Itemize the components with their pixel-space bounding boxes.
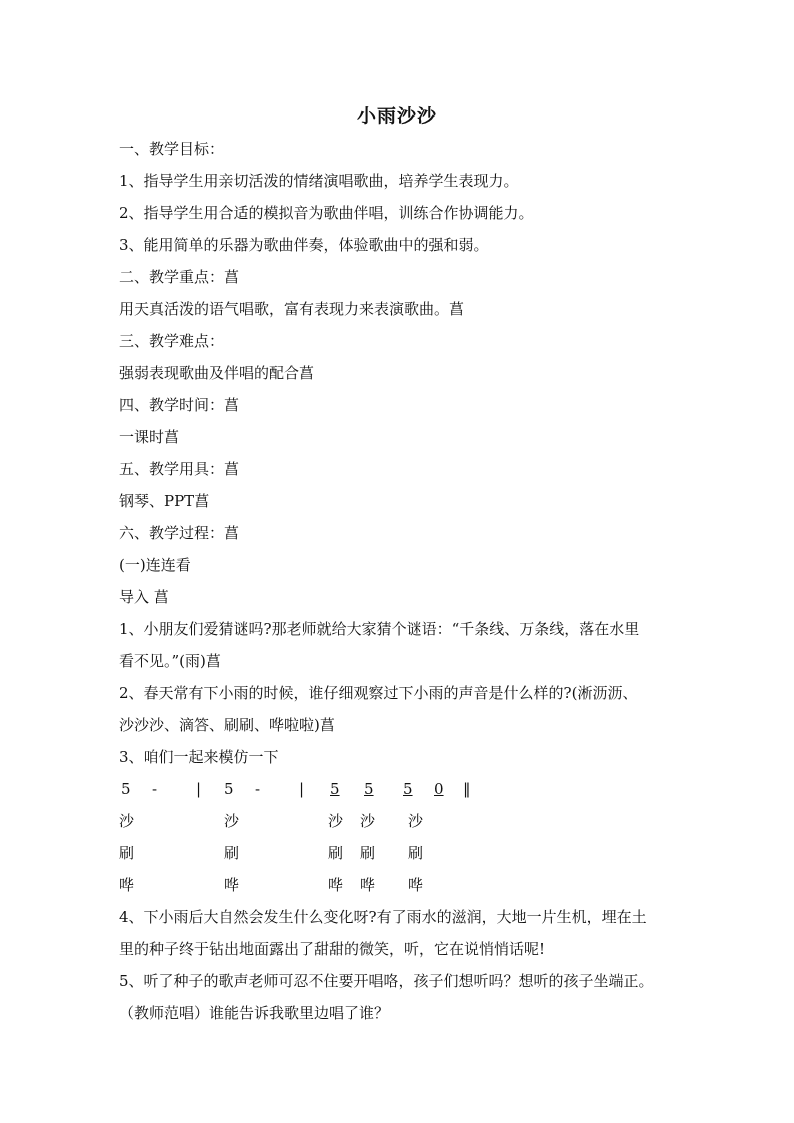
note-1: 5 (121, 780, 131, 798)
lyric-cell: 沙 (408, 812, 424, 830)
step-1-line-2: 看不见。”(雨)菖 (119, 652, 221, 670)
note-4: 5 (364, 780, 374, 798)
goal-item-2: 2、指导学生用合适的模拟音为歌曲伴唱，训练合作协调能力。 (119, 204, 534, 222)
lyric-cell: 刷 (408, 844, 424, 862)
section-heading-key-points: 二、教学重点：菖 (119, 268, 240, 286)
lyric-cell: 沙 (224, 812, 240, 830)
lyric-cell: 哗 (408, 876, 424, 894)
lyric-cell: 刷 (119, 844, 135, 862)
end-barline: ‖ (463, 780, 471, 798)
note-5: 5 (403, 780, 413, 798)
lyric-cell: 哗 (119, 876, 135, 894)
step-3-line: 3、咱们一起来模仿一下 (119, 748, 279, 766)
subsection-connect: (一)连连看 (119, 556, 191, 574)
lyric-cell: 刷 (224, 844, 240, 862)
note-2: 5 (224, 780, 234, 798)
barline-2: | (299, 780, 305, 798)
lyric-cell: 沙 (360, 812, 376, 830)
step-2-line-2: 沙沙沙、滴答、刷刷、哗啦啦)菖 (119, 716, 335, 734)
time-text: 一课时菖 (119, 428, 180, 446)
dash-2: - (255, 780, 261, 798)
goal-item-3: 3、能用简单的乐器为歌曲伴奏，体验歌曲中的强和弱。 (119, 236, 489, 254)
subsection-intro: 导入 菖 (119, 588, 169, 606)
section-heading-time: 四、教学时间：菖 (119, 396, 240, 414)
section-heading-goals: 一、教学目标： (119, 140, 225, 158)
lyric-cell: 刷 (360, 844, 376, 862)
step-5-line-1: 5、听了种子的歌声老师可忍不住要开唱咯，孩子们想听吗？想听的孩子坐端正。 (119, 972, 654, 990)
section-heading-tools: 五、教学用具：菖 (119, 460, 240, 478)
tools-text: 钢琴、PPT菖 (119, 492, 210, 510)
step-4-line-2: 里的种子终于钻出地面露出了甜甜的微笑，听，它在说悄悄话呢! (119, 940, 546, 958)
step-4-line-1: 4、下小雨后大自然会发生什么变化呀?有了雨水的滋润，大地一片生机，埋在土 (119, 908, 647, 926)
dash-1: - (152, 780, 158, 798)
key-points-text: 用天真活泼的语气唱歌，富有表现力来表演歌曲。菖 (119, 300, 465, 318)
note-3: 5 (330, 780, 340, 798)
lyric-cell: 沙 (119, 812, 135, 830)
section-heading-difficulties: 三、教学难点： (119, 332, 225, 350)
lyric-cell: 哗 (360, 876, 376, 894)
step-2-line-1: 2、春天常有下小雨的时候，谁仔细观察过下小雨的声音是什么样的?(淅沥沥、 (119, 684, 638, 702)
lyric-cell: 沙 (328, 812, 344, 830)
section-heading-process: 六、教学过程：菖 (119, 524, 240, 542)
lyric-cell: 刷 (328, 844, 344, 862)
difficulties-text: 强弱表现歌曲及伴唱的配合菖 (119, 364, 315, 382)
note-6: 0 (434, 780, 444, 798)
page-title: 小雨沙沙 (356, 105, 437, 127)
lyric-cell: 哗 (328, 876, 344, 894)
lyric-cell: 哗 (224, 876, 240, 894)
goal-item-1: 1、指导学生用亲切活泼的情绪演唱歌曲，培养学生表现力。 (119, 172, 519, 190)
step-5-line-2: （教师范唱）谁能告诉我歌里边唱了谁？ (119, 1004, 390, 1022)
barline-1: | (196, 780, 202, 798)
step-1-line-1: 1、小朋友们爱猜谜吗?那老师就给大家猜个谜语：“千条线、万条线，落在水里 (119, 620, 640, 638)
